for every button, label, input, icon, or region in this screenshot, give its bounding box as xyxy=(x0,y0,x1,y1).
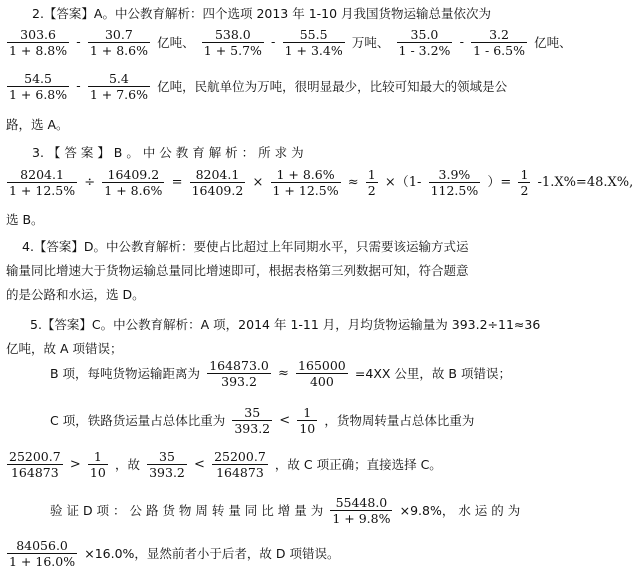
fraction: $\frac{16409.2}{1 + 8.6\%}$ xyxy=(104,167,163,198)
fraction: $\frac{3.9\%}{112.5\%}$ xyxy=(430,167,479,198)
fraction: $\frac{25200.7}{164873}$ xyxy=(214,449,266,480)
answer-5-option-c-comparison: $\frac{25200.7}{164873}$ > $\frac{1}{10}$ ，故 $\frac{35}{393.2}$ < $\frac{25200.7}{164873}$ ，故 C 项正确；直接选择 C。 xyxy=(9,449,442,480)
fraction: $\frac{54.5}{1 + 6.8\%}$ xyxy=(9,71,68,102)
fraction: $\frac{55448.0}{1 + 9.8\%}$ xyxy=(332,495,391,526)
fraction: $\frac{8204.1}{16409.2}$ xyxy=(191,167,244,198)
fraction: $\frac{1}{2}$ xyxy=(367,167,376,198)
fraction: $\frac{84056.0}{1 + 16.0\%}$ xyxy=(9,538,76,569)
answer-5-option-c: C 项，铁路货运量占总体比重为 $\frac{35}{393.2}$ < $\frac{1}{10}$ ，货物周转量占总体比重为 xyxy=(50,405,475,436)
answer-4-line-1: 4.【答案】D。中公教育解析：要使占比超过上年同期水平，只需要该运输方式运 xyxy=(22,239,469,254)
fraction: $\frac{1}{10}$ xyxy=(299,405,316,436)
fraction: $\frac{538.0}{1 + 5.7\%}$ xyxy=(203,27,262,58)
fraction: $\frac{1 + 8.6\%}{1 + 12.5\%}$ xyxy=(272,167,339,198)
fraction: $\frac{8204.1}{1 + 12.5\%}$ xyxy=(9,167,76,198)
answer-3-conclusion: 选 B。 xyxy=(6,212,44,227)
fraction: $\frac{25200.7}{164873}$ xyxy=(9,449,61,480)
fraction: $\frac{35.0}{1 - 3.2\%}$ xyxy=(398,27,451,58)
fraction: $\frac{35}{393.2}$ xyxy=(234,405,271,436)
fraction: $\frac{1}{10}$ xyxy=(89,449,106,480)
fraction: $\frac{55.5}{1 + 3.4\%}$ xyxy=(284,27,343,58)
fraction: $\frac{303.6}{1 + 8.8\%}$ xyxy=(9,27,68,58)
answer-5-option-b: B 项，每吨货物运输距离为 $\frac{164873.0}{393.2}$ ≈ $\frac{165000}{400}$ =4XX 公里，故 B 项错误； xyxy=(50,358,511,389)
answer-2-fraction-row-2: $\frac{54.5}{1 + 6.8\%}$ - $\frac{5.4}{1 + 7.6\%}$ 亿吨，民航单位为万吨，很明显最少，比较可知最大的领域是公 xyxy=(9,71,508,102)
fraction: $\frac{164873.0}{393.2}$ xyxy=(209,358,269,389)
fraction: $\frac{165000}{400}$ xyxy=(298,358,346,389)
fraction: $\frac{35}{393.2}$ xyxy=(149,449,185,480)
answer-3-header: 3. 【 答 案 】 B 。 中 公 教 育 解 析 ： 所 求 为 xyxy=(32,145,304,160)
answer-2-header: 2.【答案】A。中公教育解析：四个选项 2013 年 1-10 月我国货物运输总量依次为 xyxy=(32,6,492,21)
answer-4-line-2: 输量同比增速大于货物运输总量同比增速即可，根据表格第三列数据可知，符合题意 xyxy=(6,263,469,278)
answer-5-line-1: 5.【答案】C。中公教育解析：A 项，2014 年 1-11 月，月均货物运输量为 393.2÷11≈36 xyxy=(30,317,541,332)
fraction: $\frac{3.2}{1 - 6.5\%}$ xyxy=(473,27,525,58)
answer-3-equation: $\frac{8204.1}{1 + 12.5\%}$ ÷ $\frac{16409.2}{1 + 8.6\%}$ = $\frac{8204.1}{16409.2}$ × $\frac{1 + 8.6\%}{1 + 12.5\%}$ ≈ $\frac{1}{2}$ ×（1- $\frac{3.9\%}{112.5\%}$ ）= $\frac{1}{2}$ -1.X%=48.X%, xyxy=(9,167,634,198)
answer-5-option-d-conclusion: $\frac{84056.0}{1 + 16.0\%}$ ×16.0%，显然前者小于后者，故 D 项错误。 xyxy=(9,538,340,569)
fraction: $\frac{1}{2}$ xyxy=(520,167,529,198)
answer-5-option-d: 验 证 D 项 ： 公 路 货 物 周 转 量 同 比 增 量 为 $\frac{55448.0}{1 + 9.8\%}$ ×9.8%， 水 运 的 为 xyxy=(50,495,521,526)
fraction: $\frac{30.7}{1 + 8.6\%}$ xyxy=(89,27,148,58)
answer-5-line-2: 亿吨，故 A 项错误； xyxy=(6,341,123,356)
fraction: $\frac{5.4}{1 + 7.6\%}$ xyxy=(89,71,148,102)
answer-2-fraction-row-1: $\frac{303.6}{1 + 8.8\%}$ - $\frac{30.7}{1 + 8.6\%}$ 亿吨、 $\frac{538.0}{1 + 5.7\%}$ - $\frac{55.5}{1 + 3.4\%}$ 万吨、 $\frac{35.0}{1 - 3.2\%}$ - $\frac{3.2}{1 - 6.5\%}$ 亿吨、 xyxy=(9,27,572,58)
answer-2-conclusion: 路，选 A。 xyxy=(6,117,69,132)
answer-4-line-3: 的是公路和水运，选 D。 xyxy=(6,287,145,302)
